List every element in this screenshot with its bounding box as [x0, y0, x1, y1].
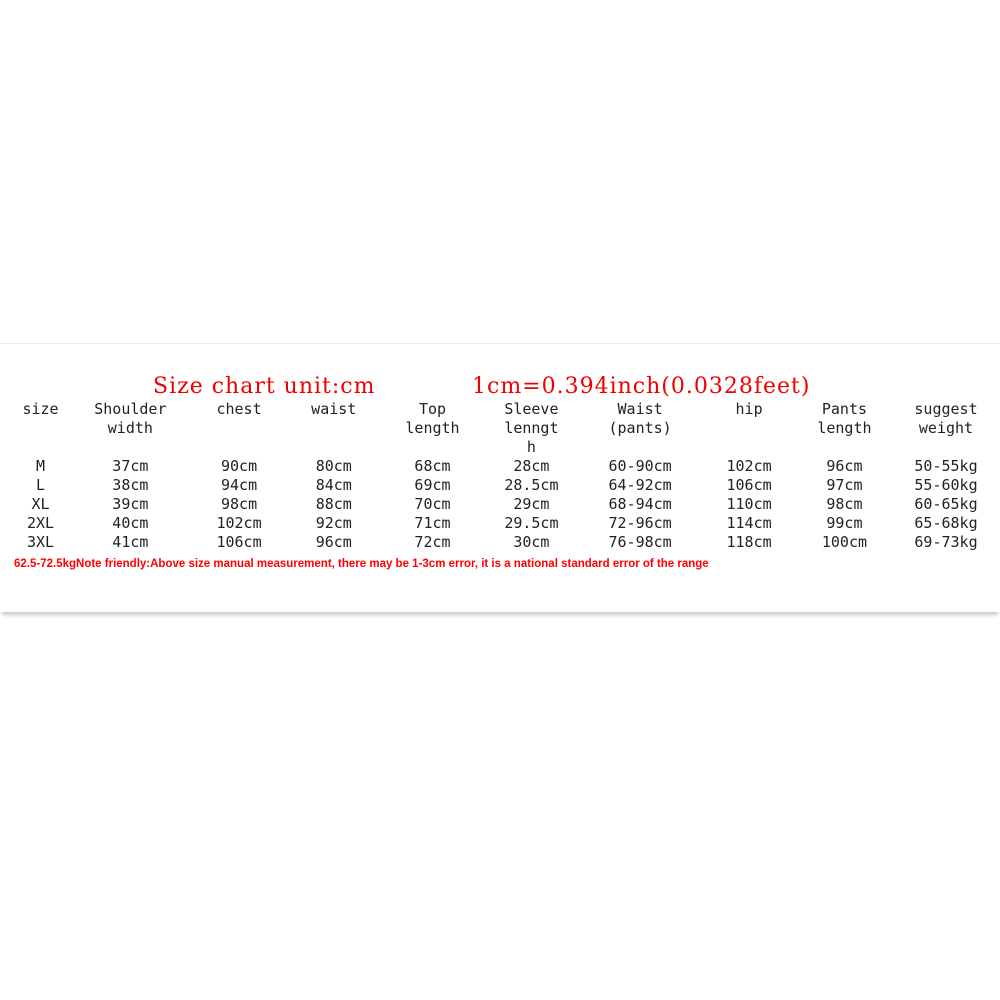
table-header-row — [12, 400, 1000, 457]
hip-cell: 102cm — [726, 457, 772, 475]
shoulder-cell: 41cm — [112, 533, 149, 551]
hip-cell: 106cm — [726, 476, 772, 494]
size-cell: 2XL — [26, 514, 55, 532]
shoulder-cell: 39cm — [112, 495, 149, 513]
chest-cell: 98cm — [220, 495, 258, 513]
weight-cell: 60-65kg — [914, 495, 978, 513]
top-length-cell: 70cm — [414, 495, 451, 513]
header-waist-pants — [579, 400, 701, 457]
header-line: (pants) — [608, 419, 672, 437]
chest-cell: 90cm — [220, 457, 258, 475]
table-row — [12, 533, 1000, 552]
table-row — [12, 514, 1000, 533]
size-cell: XL — [31, 495, 50, 513]
table-row — [12, 495, 1000, 514]
pants-length-cell: 99cm — [826, 514, 863, 532]
pants-length-cell: 98cm — [826, 495, 863, 513]
size-cell: L — [36, 476, 46, 494]
header-pants-length — [797, 400, 892, 457]
waist-pants-cell: 68-94cm — [608, 495, 672, 513]
pants-length-cell: 97cm — [826, 476, 863, 494]
top-length-cell: 72cm — [414, 533, 451, 551]
header-line: h — [526, 438, 536, 456]
table-row — [12, 457, 1000, 476]
header-line: size — [22, 400, 59, 418]
sleeve-cell: 29cm — [513, 495, 550, 513]
header-suggest-weight — [892, 400, 1000, 457]
header-line: lenngt — [504, 419, 559, 437]
weight-cell: 55-60kg — [914, 476, 978, 494]
pants-length-cell: 96cm — [826, 457, 863, 475]
size-table — [12, 400, 1000, 552]
waist-pants-cell: 76-98cm — [608, 533, 672, 551]
header-line: width — [107, 419, 153, 437]
sleeve-cell: 30cm — [513, 533, 550, 551]
table-row — [12, 476, 1000, 495]
header-line: Top — [418, 400, 447, 418]
top-length-cell: 68cm — [414, 457, 451, 475]
waist-pants-cell: 72-96cm — [608, 514, 672, 532]
header-line: Shoulder — [94, 400, 167, 418]
header-line: waist — [311, 400, 357, 418]
header-chest — [192, 400, 287, 457]
waist-cell: 84cm — [315, 476, 352, 494]
shoulder-cell: 38cm — [112, 476, 149, 494]
header-shoulder-width — [69, 400, 192, 457]
header-hip — [701, 400, 797, 457]
header-sleeve-length — [484, 400, 579, 457]
hip-cell: 118cm — [726, 533, 772, 551]
waist-cell: 96cm — [315, 533, 352, 551]
waist-cell: 80cm — [315, 457, 352, 475]
measurement-note: 62.5-72.5kgNote friendly:Above size manual measurement, there may be 1-3cm error, it is a national standard error of the range — [14, 558, 709, 570]
header-line: Waist — [617, 400, 663, 418]
chest-cell: 102cm — [216, 514, 262, 532]
size-cell: M — [36, 457, 46, 475]
waist-pants-cell: 64-92cm — [608, 476, 672, 494]
header-line: chest — [216, 400, 262, 418]
shoulder-cell: 37cm — [112, 457, 149, 475]
header-line: hip — [735, 400, 763, 418]
header-waist — [286, 400, 381, 457]
header-size — [12, 400, 69, 457]
header-top-length — [381, 400, 484, 457]
size-chart-card — [0, 343, 1000, 612]
shoulder-cell: 40cm — [112, 514, 149, 532]
waist-pants-cell: 60-90cm — [608, 457, 672, 475]
sleeve-cell: 28.5cm — [504, 476, 559, 494]
hip-cell: 114cm — [726, 514, 772, 532]
title-main: Size chart unit:cm — [153, 374, 376, 399]
title-conversion: 1cm=0.394inch(0.0328feet) — [472, 374, 811, 399]
weight-cell: 65-68kg — [914, 514, 978, 532]
chest-cell: 106cm — [216, 533, 262, 551]
weight-cell: 50-55kg — [914, 457, 978, 475]
header-line: Pants — [821, 400, 868, 418]
header-line: suggest — [914, 400, 978, 418]
size-cell: 3XL — [26, 533, 55, 551]
header-line: Sleeve — [504, 400, 559, 418]
header-line: weight — [918, 419, 974, 437]
weight-cell: 69-73kg — [914, 533, 978, 551]
waist-cell: 92cm — [315, 514, 352, 532]
sleeve-cell: 29.5cm — [504, 514, 559, 532]
top-length-cell: 69cm — [414, 476, 451, 494]
sleeve-cell: 28cm — [513, 457, 550, 475]
waist-cell: 88cm — [315, 495, 352, 513]
pants-length-cell: 100cm — [821, 533, 868, 551]
header-line: length — [405, 419, 460, 437]
top-length-cell: 71cm — [414, 514, 451, 532]
header-line: length — [817, 419, 872, 437]
chest-cell: 94cm — [220, 476, 258, 494]
hip-cell: 110cm — [726, 495, 772, 513]
